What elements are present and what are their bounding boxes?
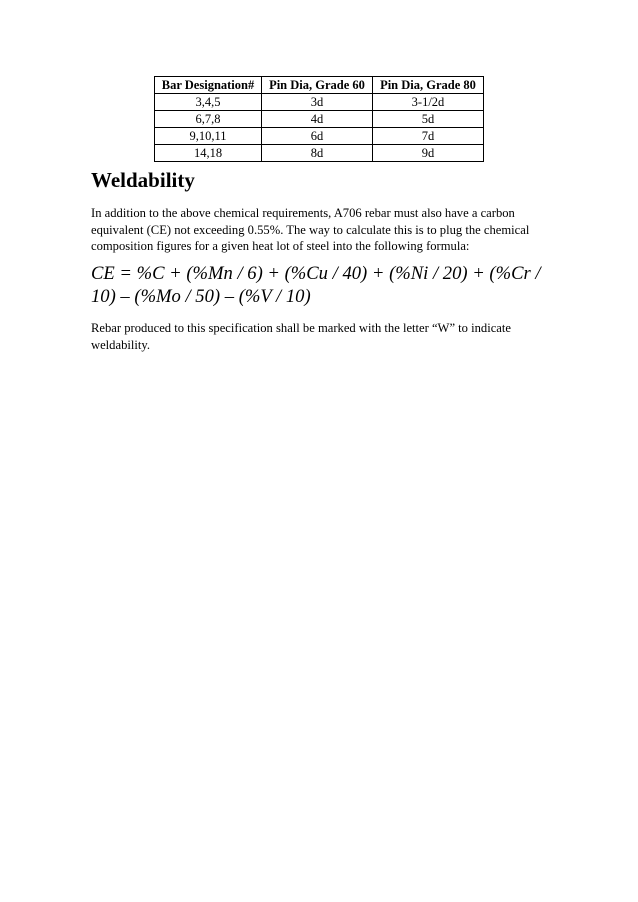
table-cell: 6,7,8 (155, 111, 262, 128)
pin-diameter-table (154, 76, 484, 162)
table-row (155, 94, 484, 111)
table-cell: 7d (373, 128, 484, 145)
table-cell: 8d (262, 145, 373, 162)
body-paragraph: Rebar produced to this specification shall be marked with the letter “W” to indicate weldability. (91, 321, 511, 352)
body-paragraph: In addition to the above chemical requirements, A706 rebar must also have a carbon equivalent (CE) not exceeding 0.55%. The way to calculate this is to plug the chemical composition figures for a given heat lot of steel into the following formula: (91, 206, 530, 253)
table-row (155, 145, 484, 162)
table-cell: 3,4,5 (155, 94, 262, 111)
table-row (155, 111, 484, 128)
table-cell: 9,10,11 (155, 128, 262, 145)
column-header-grade-60: Pin Dia, Grade 60 (262, 77, 373, 94)
carbon-equivalent-formula: CE = %C + (%Mn / 6) + (%Cu / 40) + (%Ni / 20) + (%Cr / 10) – (%Mo / 50) – (%V / 10) (91, 263, 541, 307)
table-cell: 3d (262, 94, 373, 111)
table-cell: 4d (262, 111, 373, 128)
column-header-bar-designation: Bar Designation# (155, 77, 262, 94)
table-header-row (155, 77, 484, 94)
table-row (155, 128, 484, 145)
table-cell: 9d (373, 145, 484, 162)
table-cell: 3-1/2d (373, 94, 484, 111)
table-cell: 14,18 (155, 145, 262, 162)
table-cell: 6d (262, 128, 373, 145)
section-heading: Weldability (91, 168, 195, 192)
column-header-grade-80: Pin Dia, Grade 80 (373, 77, 484, 94)
table-cell: 5d (373, 111, 484, 128)
